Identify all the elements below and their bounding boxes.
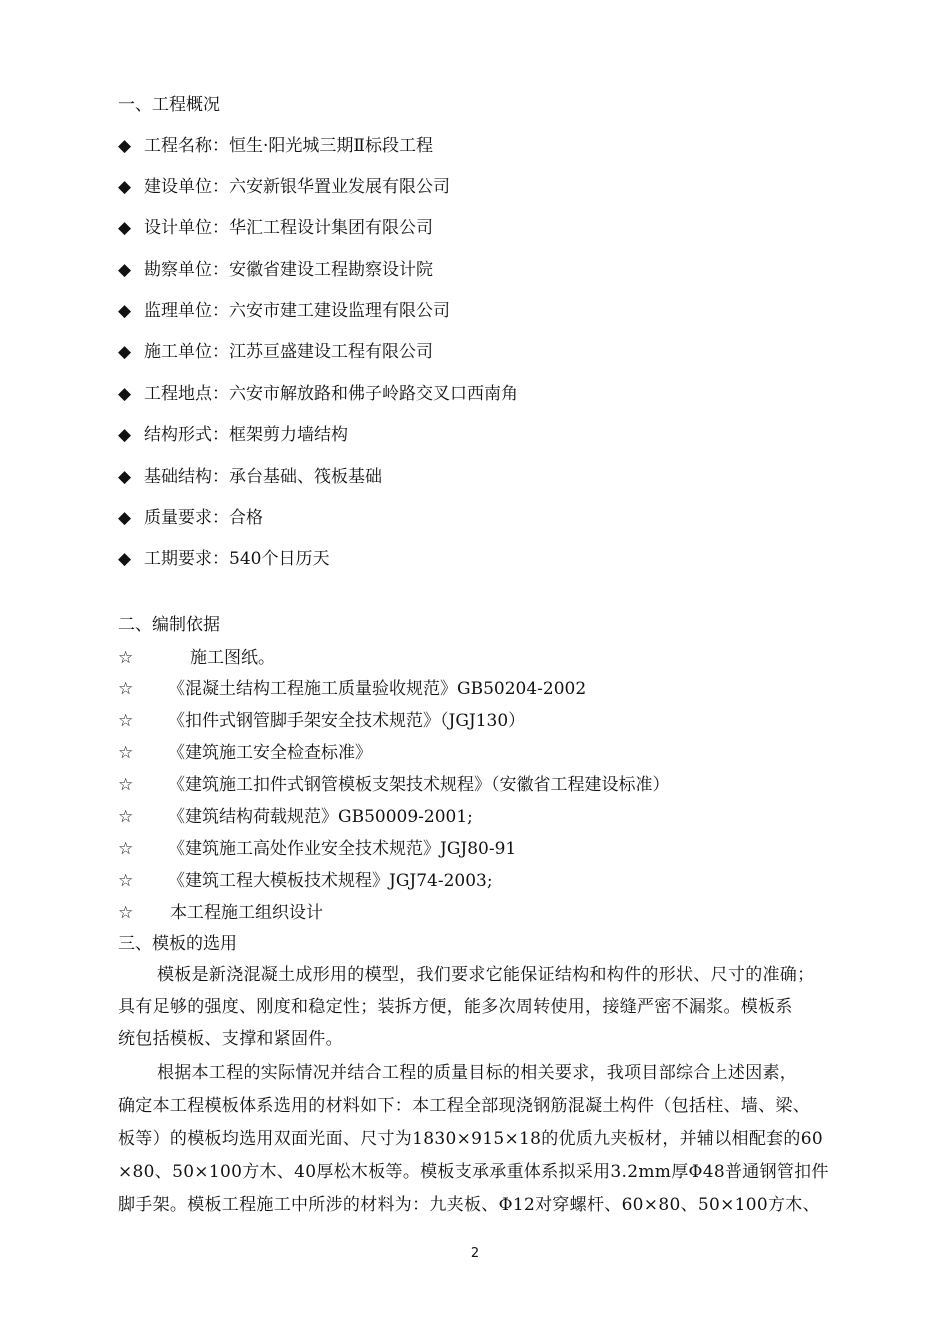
star-bullet-icon: ☆ bbox=[118, 743, 134, 763]
item-text: 《建筑施工扣件式钢管模板支架技术规程》（安徽省工程建设标准） bbox=[168, 775, 670, 795]
reference-item bbox=[118, 677, 586, 701]
reference-item bbox=[118, 869, 493, 893]
reference-item bbox=[118, 709, 525, 733]
item-text: 质量要求：合格 bbox=[144, 508, 263, 528]
item-text: 勘察单位：安徽省建设工程勘察设计院 bbox=[144, 260, 433, 280]
diamond-bullet-icon: ◆ bbox=[118, 301, 132, 321]
diamond-bullet-icon: ◆ bbox=[118, 218, 132, 238]
reference-item bbox=[118, 741, 372, 765]
diamond-bullet-icon: ◆ bbox=[118, 342, 132, 362]
project-info-item bbox=[118, 175, 450, 199]
star-bullet-icon: ☆ bbox=[118, 679, 134, 699]
paragraph-line: 根据本工程的实际情况并结合工程的质量目标的相关要求，我项目部综合上述因素， bbox=[157, 1063, 798, 1083]
item-text: 《建筑施工高处作业安全技术规范》JGJ80-91 bbox=[168, 839, 517, 859]
item-text: 基础结构：承台基础、筏板基础 bbox=[144, 467, 382, 487]
paragraph-line: 确定本工程模板体系选用的材料如下：本工程全部现浇钢筋混凝土构件（包括柱、墙、梁、 bbox=[118, 1096, 810, 1116]
project-info-item bbox=[118, 258, 433, 282]
item-text: 《扣件式钢管脚手架安全技术规范》（JGJ130） bbox=[168, 711, 526, 731]
project-info-item bbox=[118, 299, 450, 323]
paragraph-line: ×80、50×100方木、40厚松木板等。模板支承承重体系拟采用3.2mm厚Φ48普通钢管扣件 bbox=[118, 1162, 829, 1182]
paragraph-line: 板等）的模板均选用双面光面、尺寸为1830×915×18的优质九夹板材，并辅以相配套的60 bbox=[118, 1129, 823, 1149]
project-info-item bbox=[118, 216, 433, 240]
item-text: 建设单位：六安新银华置业发展有限公司 bbox=[144, 177, 450, 197]
item-text: 施工图纸。 bbox=[190, 648, 275, 668]
item-text: 《建筑工程大模板技术规程》JGJ74-2003; bbox=[168, 871, 493, 891]
section1-heading: 一、工程概况 bbox=[118, 95, 220, 115]
paragraph-line: 模板是新浇混凝土成形用的模型，我们要求它能保证结构和构件的形状、尺寸的准确； bbox=[157, 965, 815, 985]
project-info-item bbox=[118, 547, 329, 571]
item-text: 工程名称：恒生·阳光城三期Ⅱ标段工程 bbox=[144, 136, 433, 156]
reference-item bbox=[118, 901, 323, 925]
diamond-bullet-icon: ◆ bbox=[118, 467, 132, 487]
star-bullet-icon: ☆ bbox=[118, 871, 134, 891]
reference-item bbox=[118, 646, 275, 670]
project-info-item bbox=[118, 423, 348, 447]
item-text: 监理单位：六安市建工建设监理有限公司 bbox=[144, 301, 450, 321]
reference-item bbox=[118, 837, 516, 861]
item-text: 工程地点：六安市解放路和佛子岭路交叉口西南角 bbox=[144, 384, 518, 404]
project-info-item bbox=[118, 506, 263, 530]
star-bullet-icon: ☆ bbox=[118, 711, 134, 731]
reference-item bbox=[118, 773, 670, 797]
section3-heading: 三、模板的选用 bbox=[118, 934, 237, 954]
item-text: 结构形式：框架剪力墙结构 bbox=[144, 425, 348, 445]
item-text: 施工单位：江苏亘盛建设工程有限公司 bbox=[144, 342, 433, 362]
item-text: 《建筑施工安全检查标准》 bbox=[168, 743, 372, 763]
item-text: 设计单位：华汇工程设计集团有限公司 bbox=[144, 218, 433, 238]
paragraph-line: 具有足够的强度、刚度和稳定性；装拆方便，能多次周转使用，接缝严密不漏浆。模板系 bbox=[118, 997, 793, 1017]
project-info-item bbox=[118, 340, 433, 364]
item-text: 《混凝土结构工程施工质量验收规范》GB50204-2002 bbox=[168, 679, 587, 699]
star-bullet-icon: ☆ bbox=[118, 903, 134, 923]
star-bullet-icon: ☆ bbox=[118, 648, 134, 668]
diamond-bullet-icon: ◆ bbox=[118, 260, 132, 280]
star-bullet-icon: ☆ bbox=[118, 807, 134, 827]
star-bullet-icon: ☆ bbox=[118, 775, 134, 795]
diamond-bullet-icon: ◆ bbox=[118, 425, 132, 445]
project-info-item bbox=[118, 465, 382, 489]
paragraph-line: 统包括模板、支撑和紧固件。 bbox=[118, 1029, 343, 1049]
item-text: 《建筑结构荷载规范》GB50009-2001; bbox=[168, 807, 473, 827]
diamond-bullet-icon: ◆ bbox=[118, 177, 132, 197]
paragraph-line: 脚手架。模板工程施工中所涉的材料为：九夹板、Φ12对穿螺杆、60×80、50×100方木、 bbox=[118, 1195, 820, 1215]
project-info-item bbox=[118, 382, 518, 406]
diamond-bullet-icon: ◆ bbox=[118, 549, 132, 569]
reference-item bbox=[118, 805, 473, 829]
diamond-bullet-icon: ◆ bbox=[118, 136, 132, 156]
item-text: 工期要求：540个日历天 bbox=[144, 549, 330, 569]
page-number: 2 bbox=[470, 1246, 480, 1261]
item-text: 本工程施工组织设计 bbox=[170, 903, 323, 923]
diamond-bullet-icon: ◆ bbox=[118, 508, 132, 528]
diamond-bullet-icon: ◆ bbox=[118, 384, 132, 404]
section2-heading: 二、编制依据 bbox=[118, 615, 220, 635]
star-bullet-icon: ☆ bbox=[118, 839, 134, 859]
project-info-item bbox=[118, 134, 433, 158]
